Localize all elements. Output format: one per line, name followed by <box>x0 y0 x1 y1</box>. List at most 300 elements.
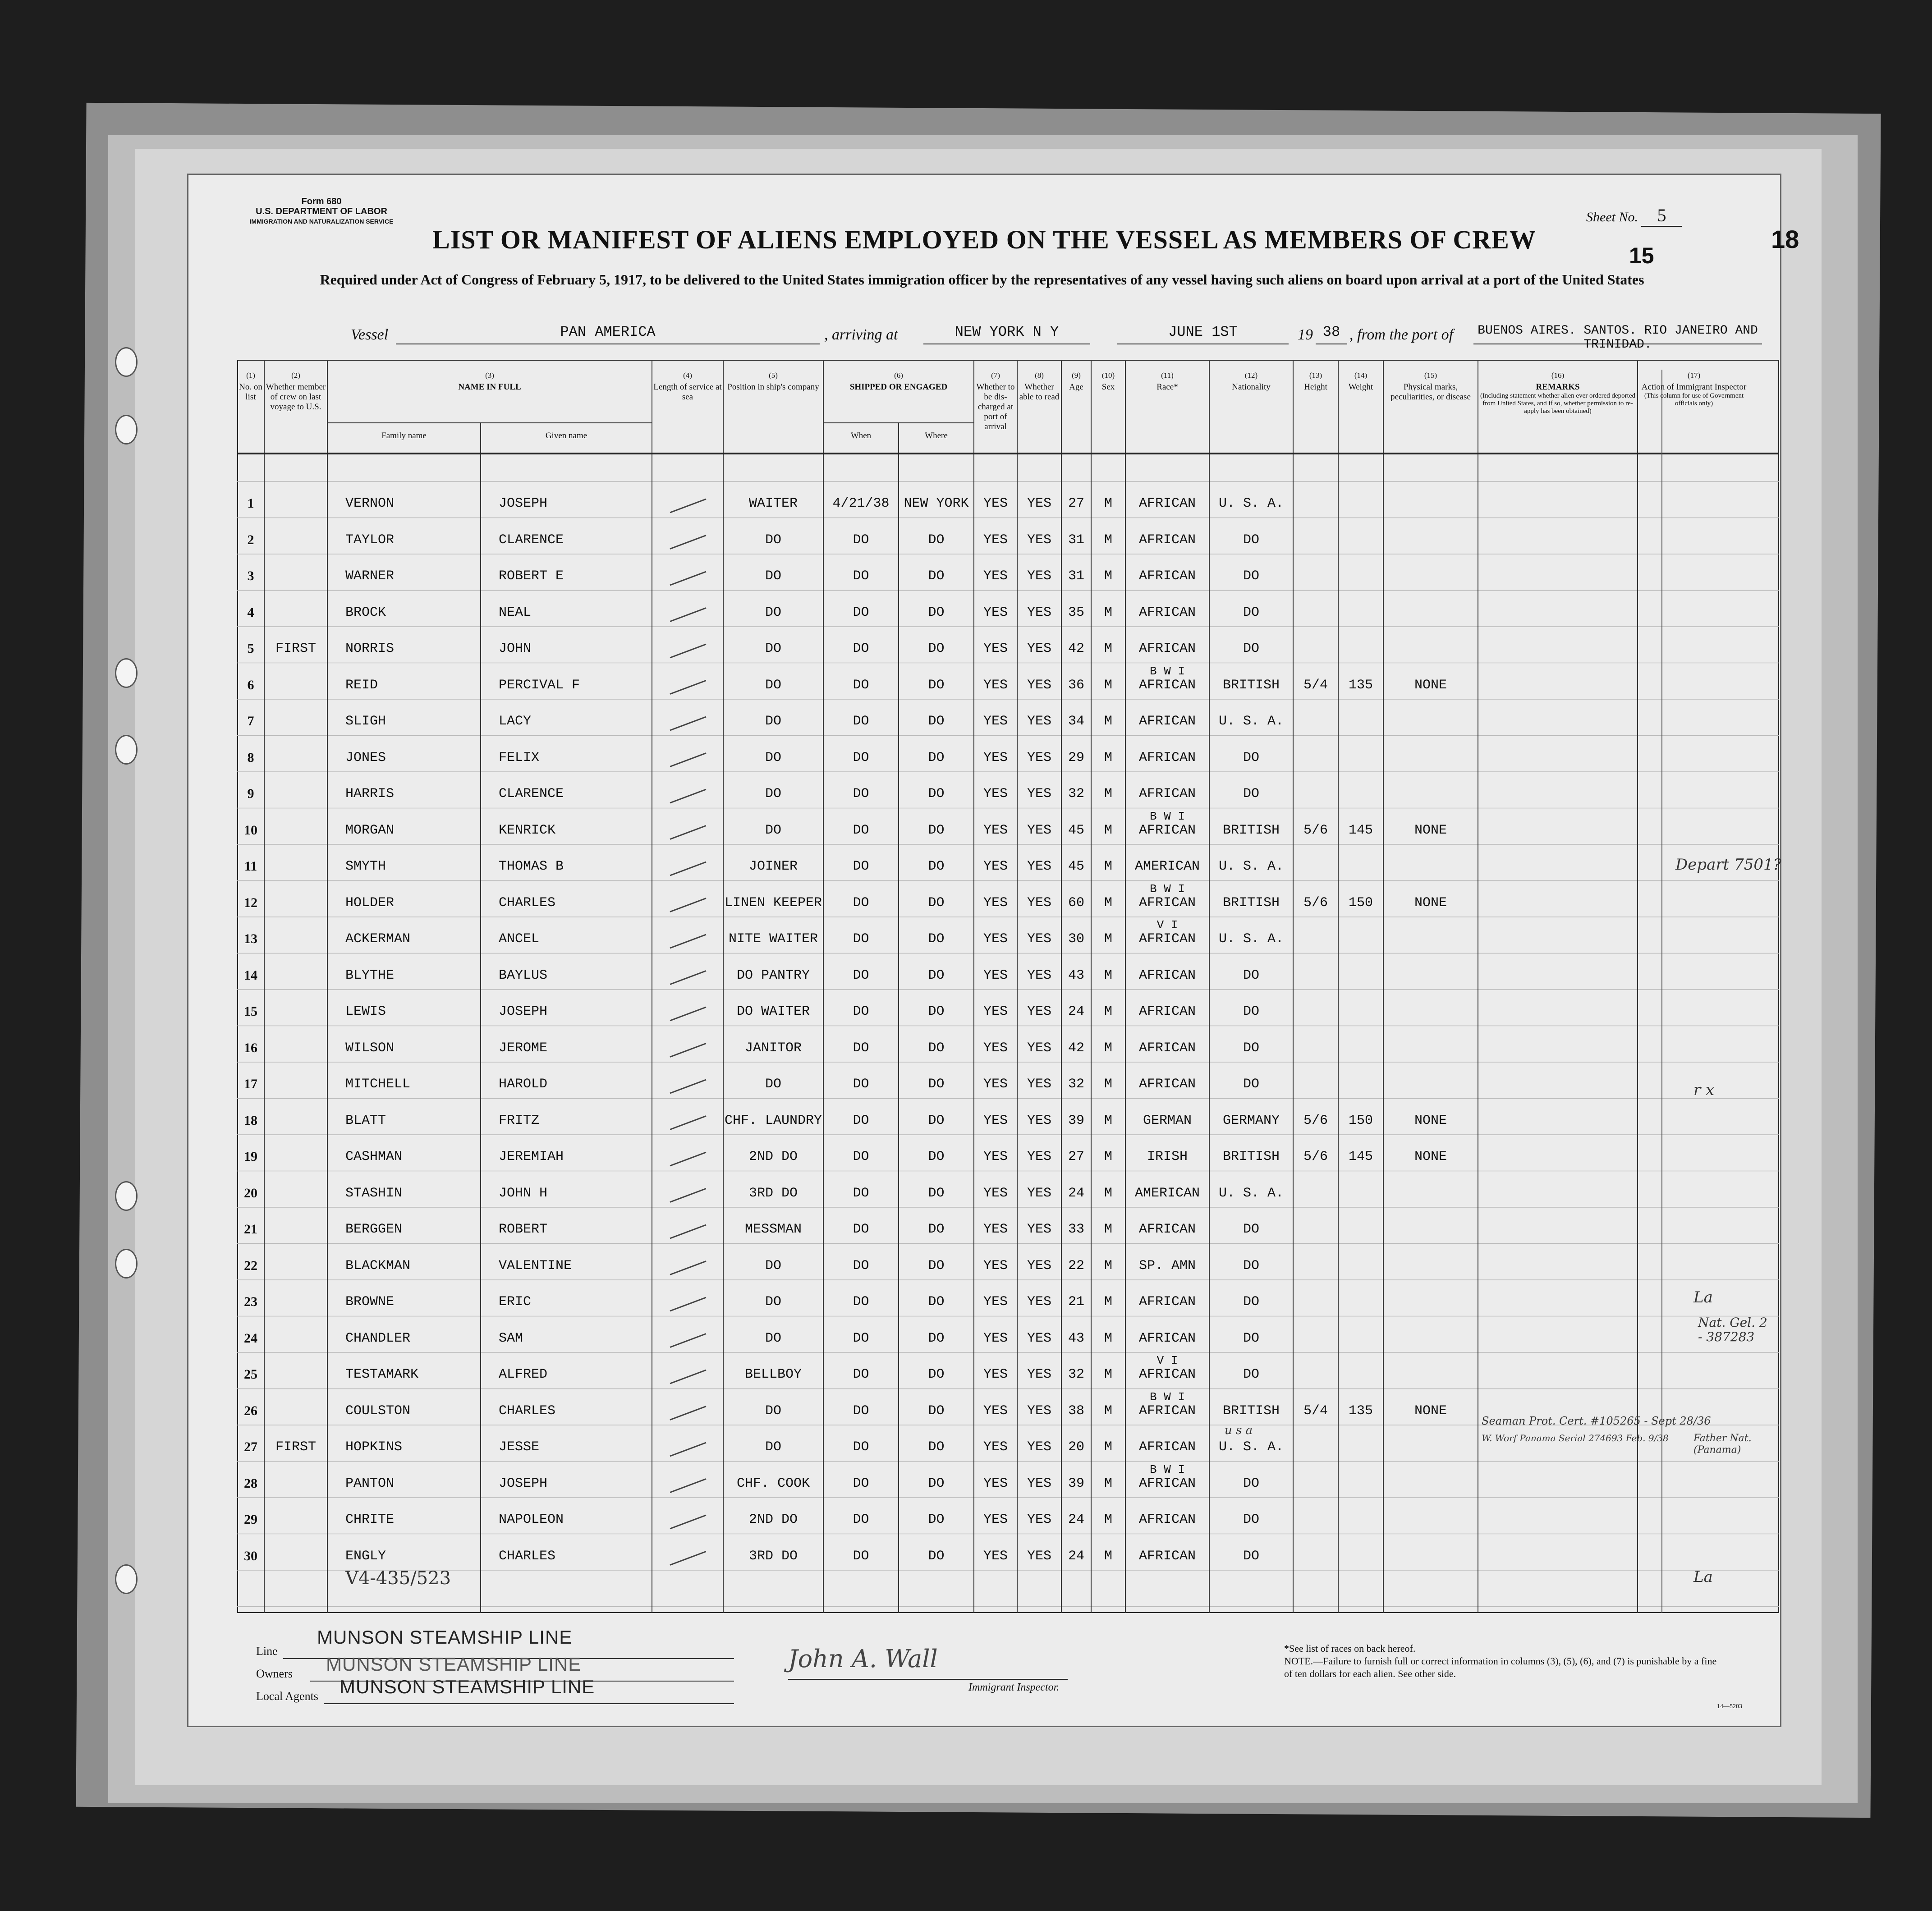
cell-marks <box>1383 1291 1478 1313</box>
cell-given: JOHN <box>499 641 532 656</box>
cell-when: 4/21/38 <box>832 496 890 511</box>
cell-position: LINEN KEEPER <box>724 895 822 911</box>
cell-sex: M <box>1104 605 1112 620</box>
cell-position: 3RD DO <box>748 1185 798 1201</box>
cell-age: 43 <box>1068 1330 1084 1346</box>
cell-marks <box>1383 747 1478 769</box>
cell-given: FELIX <box>499 750 540 765</box>
cell-height <box>1293 1436 1338 1458</box>
cell-race: AFRICAN <box>1138 1330 1196 1346</box>
cell-no: 12 <box>244 895 257 910</box>
cell-position: 2ND DO <box>748 1512 798 1527</box>
cell-sex: M <box>1104 1367 1112 1382</box>
cell-no: 17 <box>244 1077 257 1091</box>
cell-weight <box>1338 856 1383 877</box>
cell-race: AFRICAN <box>1138 1294 1196 1310</box>
cell-nationality: DO <box>1243 1294 1259 1310</box>
cell-race-region: B W I <box>1149 664 1185 678</box>
cell-prev <box>265 1255 326 1277</box>
cell-when: DO <box>853 1149 869 1164</box>
cell-given: NAPOLEON <box>499 1512 564 1527</box>
cell-marks <box>1383 1037 1478 1059</box>
cell-where: DO <box>928 714 945 729</box>
cell-age: 31 <box>1068 568 1084 584</box>
cell-marks <box>1383 493 1478 514</box>
cell-race: AFRICAN <box>1138 677 1196 693</box>
cell-where: DO <box>928 568 945 584</box>
cell-position: DO PANTRY <box>736 967 810 983</box>
cell-position: DO <box>765 1330 781 1346</box>
cell-age: 32 <box>1068 786 1084 802</box>
cell-no: 11 <box>244 859 257 874</box>
cell-weight: 150 <box>1348 1113 1373 1128</box>
cell-height <box>1293 602 1338 623</box>
cell-when: DO <box>853 967 869 983</box>
cell-race: AFRICAN <box>1138 1222 1196 1237</box>
binder-hole <box>115 1564 138 1594</box>
cell-discharged: YES <box>983 677 1008 693</box>
cell-race: AFRICAN <box>1138 1548 1196 1564</box>
cell-position: DO WAITER <box>736 1004 810 1019</box>
cell-weight <box>1338 928 1383 950</box>
cell-race: AFRICAN <box>1138 822 1196 838</box>
cell-prev <box>265 1328 326 1349</box>
cell-read: YES <box>1027 1403 1051 1419</box>
cell-marks <box>1383 638 1478 660</box>
cell-position: CHF. COOK <box>736 1476 810 1491</box>
cell-race-region <box>1125 1027 1209 1041</box>
cell-age: 32 <box>1068 1077 1084 1092</box>
cell-prev <box>265 674 326 696</box>
cell-height <box>1293 783 1338 805</box>
cell-read: YES <box>1027 859 1051 874</box>
binder-hole <box>115 1249 138 1279</box>
cell-nationality: U. S. A. <box>1218 931 1284 947</box>
cell-weight: 135 <box>1348 1403 1373 1419</box>
cell-race-region <box>1125 773 1209 787</box>
cell-where: DO <box>928 677 945 693</box>
cell-marks: NONE <box>1414 677 1447 693</box>
cell-read: YES <box>1027 1149 1051 1164</box>
service-tick <box>670 1044 706 1057</box>
cell-marks: NONE <box>1414 895 1447 911</box>
cell-height: 5/6 <box>1303 895 1328 911</box>
service-tick <box>670 935 706 948</box>
cell-marks <box>1383 1545 1478 1567</box>
cell-race-region <box>1125 483 1209 496</box>
cell-weight <box>1338 1182 1383 1204</box>
cell-discharged: YES <box>983 714 1008 729</box>
cell-given: THOMAS B <box>499 859 564 874</box>
cell-family: BROWNE <box>345 1294 395 1310</box>
cell-age: 32 <box>1068 1367 1084 1382</box>
cell-prev <box>265 747 326 769</box>
cell-race-region <box>1125 1245 1209 1259</box>
cell-given: JOSEPH <box>499 1476 548 1491</box>
cell-nationality: BRITISH <box>1222 1149 1280 1164</box>
cell-discharged: YES <box>983 1403 1008 1419</box>
cell-race-region <box>1125 1173 1209 1186</box>
cell-nationality: U. S. A. <box>1218 714 1284 729</box>
cell-when: DO <box>853 1077 869 1092</box>
cell-age: 24 <box>1068 1185 1084 1201</box>
cell-read: YES <box>1027 1040 1051 1056</box>
cell-where: DO <box>928 641 945 656</box>
cell-no: 27 <box>244 1439 257 1454</box>
cell-prev: FIRST <box>275 641 316 656</box>
cell-read: YES <box>1027 677 1051 693</box>
cell-family: REID <box>345 677 378 693</box>
cell-prev <box>265 493 326 514</box>
cell-nationality: DO <box>1243 605 1259 620</box>
handwritten-note: Nat. Gel. 2 - 387283 <box>1698 1315 1767 1344</box>
cell-when: DO <box>853 1548 869 1564</box>
inspector-signature: John A. Wall <box>788 1645 938 1673</box>
cell-discharged: YES <box>983 1004 1008 1019</box>
service-tick <box>670 1479 706 1493</box>
cell-no: 30 <box>244 1548 257 1563</box>
cell-family: WILSON <box>345 1040 395 1056</box>
cell-race: AFRICAN <box>1138 1476 1196 1491</box>
cell-where: DO <box>928 1403 945 1419</box>
cell-when: DO <box>853 1330 869 1346</box>
cell-position: DO <box>765 1294 781 1310</box>
cell-when: DO <box>853 1512 869 1527</box>
cell-weight <box>1338 1291 1383 1313</box>
cell-given: JOHN H <box>499 1185 548 1201</box>
cell-discharged: YES <box>983 750 1008 765</box>
cell-race: AMERICAN <box>1134 859 1200 874</box>
cell-race-region: V I <box>1156 1354 1178 1367</box>
sheet-number <box>1586 205 1682 227</box>
footer <box>188 1618 1780 1721</box>
handwritten-annotation: V4-435/523 <box>345 1568 451 1589</box>
cell-nationality: DO <box>1243 1512 1259 1527</box>
cell-when: DO <box>853 532 869 548</box>
handwritten-note: r x <box>1693 1081 1715 1099</box>
cell-race: AFRICAN <box>1138 1004 1196 1019</box>
cell-given: JOSEPH <box>499 496 548 511</box>
cell-read: YES <box>1027 931 1051 947</box>
cell-weight <box>1338 602 1383 623</box>
cell-where: DO <box>928 1439 945 1455</box>
cell-read: YES <box>1027 641 1051 656</box>
departure-ports: BUENOS AIRES. SANTOS. RIO JANEIRO AND TRINIDAD. <box>1473 324 1762 344</box>
cell-given: JESSE <box>499 1439 540 1455</box>
service-tick <box>670 1297 706 1311</box>
cell-position: BELLBOY <box>744 1367 802 1382</box>
cell-prev <box>265 1001 326 1022</box>
cell-age: 35 <box>1068 605 1084 620</box>
line-stamp: MUNSON STEAMSHIP LINE <box>317 1627 573 1648</box>
cell-no: 5 <box>247 641 254 656</box>
cell-position: DO <box>765 1439 781 1455</box>
cell-height <box>1293 1291 1338 1313</box>
cell-weight: 145 <box>1348 822 1373 838</box>
cell-height <box>1293 1473 1338 1494</box>
cell-family: BLACKMAN <box>345 1258 411 1274</box>
cell-age: 45 <box>1068 822 1084 838</box>
header-height: (13) Height <box>1304 371 1327 392</box>
cell-weight <box>1338 1364 1383 1385</box>
cell-read: YES <box>1027 1512 1051 1527</box>
cell-height: 5/4 <box>1303 1403 1328 1419</box>
cell-discharged: YES <box>983 1258 1008 1274</box>
cell-prev <box>265 820 326 841</box>
cell-position: DO <box>765 568 781 584</box>
cell-marks <box>1383 856 1478 877</box>
cell-race: AMERICAN <box>1134 1185 1200 1201</box>
cell-read: YES <box>1027 1077 1051 1092</box>
cell-discharged: YES <box>983 1077 1008 1092</box>
cell-marks <box>1383 1255 1478 1277</box>
cell-where: DO <box>928 1548 945 1564</box>
cell-nationality: U. S. A. <box>1218 1439 1284 1455</box>
header-read: (8) Whether able to read <box>1019 371 1060 402</box>
cell-family: SLIGH <box>345 714 386 729</box>
cell-given: JOSEPH <box>499 1004 548 1019</box>
cell-where: DO <box>928 822 945 838</box>
cell-nationality: DO <box>1243 641 1259 656</box>
cell-prev <box>265 783 326 805</box>
cell-where: DO <box>928 967 945 983</box>
cell-prev <box>265 565 326 587</box>
service-tick <box>670 1334 706 1347</box>
cell-weight <box>1338 783 1383 805</box>
service-tick <box>670 717 706 730</box>
cell-race-region <box>1125 1100 1209 1114</box>
cell-marks: NONE <box>1414 1113 1447 1128</box>
races-note: *See list of races on back hereof. <box>1284 1643 1416 1654</box>
cell-prev <box>265 1473 326 1494</box>
cell-weight <box>1338 1436 1383 1458</box>
cell-nationality: DO <box>1243 1330 1259 1346</box>
cell-marks <box>1383 710 1478 732</box>
header-weight: (14) Weight <box>1348 371 1373 392</box>
cell-marks <box>1383 602 1478 623</box>
cell-when: DO <box>853 568 869 584</box>
cell-nationality: DO <box>1243 1367 1259 1382</box>
cell-age: 24 <box>1068 1548 1084 1564</box>
cell-where: DO <box>928 1512 945 1527</box>
cell-marks <box>1383 1509 1478 1531</box>
cell-given: CHARLES <box>499 1548 556 1564</box>
cell-nationality: DO <box>1243 1004 1259 1019</box>
cell-prev <box>265 1509 326 1531</box>
cell-nationality: DO <box>1243 1258 1259 1274</box>
service-tick <box>670 1407 706 1420</box>
cell-where: DO <box>928 1330 945 1346</box>
handwritten-mark: u s a <box>1225 1424 1253 1437</box>
cell-given: ERIC <box>499 1294 532 1310</box>
cell-given: SAM <box>499 1330 523 1346</box>
cell-read: YES <box>1027 1439 1051 1455</box>
cell-prev <box>265 1291 326 1313</box>
header-where: Where <box>925 431 948 440</box>
service-tick <box>670 1007 706 1021</box>
handwritten-remark: W. Worf Panama Serial 274693 Feb. 9/38 <box>1482 1433 1669 1444</box>
cell-height <box>1293 1545 1338 1567</box>
cell-race-region <box>1125 955 1209 968</box>
cell-position: DO <box>765 786 781 802</box>
cell-sex: M <box>1104 1040 1112 1056</box>
handwritten-note: La <box>1693 1568 1713 1586</box>
cell-sex: M <box>1104 967 1112 983</box>
cell-given: PERCIVAL F <box>499 677 580 693</box>
service-tick <box>670 1552 706 1565</box>
form-number: Form 680 <box>301 197 342 206</box>
cell-height <box>1293 1364 1338 1385</box>
cell-marks <box>1383 928 1478 950</box>
service-tick <box>670 862 706 875</box>
cell-sex: M <box>1104 1185 1112 1201</box>
cell-sex: M <box>1104 1330 1112 1346</box>
cell-race-region <box>1125 1535 1209 1549</box>
cell-sex: M <box>1104 1439 1112 1455</box>
corner-number: 15 <box>1629 243 1654 268</box>
service-tick <box>670 826 706 839</box>
cell-when: DO <box>853 1367 869 1382</box>
cell-race: AFRICAN <box>1138 1512 1196 1527</box>
cell-read: YES <box>1027 1113 1051 1128</box>
cell-prev <box>265 1037 326 1059</box>
cell-discharged: YES <box>983 1367 1008 1382</box>
cell-where: DO <box>928 1294 945 1310</box>
cell-sex: M <box>1104 1403 1112 1419</box>
cell-read: YES <box>1027 714 1051 729</box>
cell-nationality: DO <box>1243 532 1259 548</box>
cell-marks <box>1383 1182 1478 1204</box>
cell-race: AFRICAN <box>1138 1367 1196 1382</box>
cell-where: DO <box>928 1185 945 1201</box>
cell-family: BLYTHE <box>345 967 395 983</box>
cell-race-region <box>1125 1136 1209 1150</box>
cell-age: 20 <box>1068 1439 1084 1455</box>
cell-age: 42 <box>1068 1040 1084 1056</box>
cell-height <box>1293 1001 1338 1022</box>
cell-no: 14 <box>244 967 257 983</box>
cell-read: YES <box>1027 822 1051 838</box>
cell-sex: M <box>1104 1476 1112 1491</box>
cell-position: DO <box>765 1403 781 1419</box>
cell-no: 2 <box>247 532 254 547</box>
cell-marks: NONE <box>1414 1403 1447 1419</box>
cell-where: DO <box>928 532 945 548</box>
cell-nationality: DO <box>1243 967 1259 983</box>
signature-rule <box>788 1679 1068 1680</box>
cell-height <box>1293 965 1338 986</box>
cell-height: 5/6 <box>1303 822 1328 838</box>
cell-nationality: U. S. A. <box>1218 496 1284 511</box>
cell-discharged: YES <box>983 1113 1008 1128</box>
cell-when: DO <box>853 822 869 838</box>
cell-prev <box>265 1400 326 1422</box>
cell-no: 18 <box>244 1113 257 1128</box>
cell-sex: M <box>1104 532 1112 548</box>
cell-read: YES <box>1027 1294 1051 1310</box>
cell-no: 28 <box>244 1476 257 1491</box>
service-tick <box>670 644 706 658</box>
cell-discharged: YES <box>983 641 1008 656</box>
cell-given: VALENTINE <box>499 1258 572 1274</box>
cell-prev <box>265 1364 326 1385</box>
cell-race-region: B W I <box>1149 882 1185 896</box>
cell-where: DO <box>928 1149 945 1164</box>
cell-family: NORRIS <box>345 641 395 656</box>
header-family-name: Family name <box>381 431 427 440</box>
cell-sex: M <box>1104 1113 1112 1128</box>
cell-given: ROBERT E <box>499 568 564 584</box>
cell-read: YES <box>1027 786 1051 802</box>
cell-no: 20 <box>244 1185 257 1201</box>
service-tick <box>670 1515 706 1529</box>
cell-where: DO <box>928 605 945 620</box>
cell-race: AFRICAN <box>1138 1403 1196 1419</box>
cell-age: 43 <box>1068 967 1084 983</box>
cell-position: NITE WAITER <box>728 931 818 947</box>
cell-prev <box>265 529 326 551</box>
cell-given: BAYLUS <box>499 967 548 983</box>
cell-height <box>1293 1255 1338 1277</box>
cell-weight <box>1338 747 1383 769</box>
cell-race: AFRICAN <box>1138 641 1196 656</box>
cell-discharged: YES <box>983 1294 1008 1310</box>
cell-race-region <box>1125 1318 1209 1331</box>
cell-when: DO <box>853 1185 869 1201</box>
cell-weight <box>1338 1001 1383 1022</box>
cell-sex: M <box>1104 750 1112 765</box>
sheet-number-label: Sheet No. <box>1586 210 1638 225</box>
cell-sex: M <box>1104 822 1112 838</box>
service-tick <box>670 753 706 767</box>
cell-prev <box>265 856 326 877</box>
cell-nationality: DO <box>1243 568 1259 584</box>
cell-read: YES <box>1027 750 1051 765</box>
cell-prev <box>265 928 326 950</box>
cell-nationality: BRITISH <box>1222 895 1280 911</box>
cell-family: ENGLY <box>345 1548 386 1564</box>
cell-discharged: YES <box>983 1149 1008 1164</box>
header-remarks: (16) REMARKS (Including statement whether alien ever ordered deported from United States, and if so, whether permission to re-apply has been obtained) <box>1480 371 1636 415</box>
cell-read: YES <box>1027 568 1051 584</box>
service-tick <box>670 898 706 912</box>
cell-prev <box>265 1073 326 1095</box>
cell-where: DO <box>928 931 945 947</box>
header-age: (9) Age <box>1069 371 1083 392</box>
cell-given: ANCEL <box>499 931 540 947</box>
cell-given: CLARENCE <box>499 786 564 802</box>
cell-marks <box>1383 565 1478 587</box>
cell-race-region <box>1125 628 1209 642</box>
service-tick <box>670 971 706 985</box>
cell-weight <box>1338 1328 1383 1349</box>
agents-rule <box>324 1703 734 1704</box>
cell-where: DO <box>928 1077 945 1092</box>
cell-weight <box>1338 965 1383 986</box>
binder-hole <box>115 1181 138 1211</box>
cell-family: CASHMAN <box>345 1149 403 1164</box>
cell-race-region <box>1125 1426 1209 1440</box>
cell-age: 24 <box>1068 1004 1084 1019</box>
cell-discharged: YES <box>983 532 1008 548</box>
cell-family: STASHIN <box>345 1185 403 1201</box>
cell-where: NEW YORK <box>904 496 969 511</box>
cell-when: DO <box>853 1476 869 1491</box>
cell-race-region <box>1125 1499 1209 1512</box>
cell-race: AFRICAN <box>1138 532 1196 548</box>
cell-race: AFRICAN <box>1138 786 1196 802</box>
header-nationality: (12) Nationality <box>1232 371 1271 392</box>
